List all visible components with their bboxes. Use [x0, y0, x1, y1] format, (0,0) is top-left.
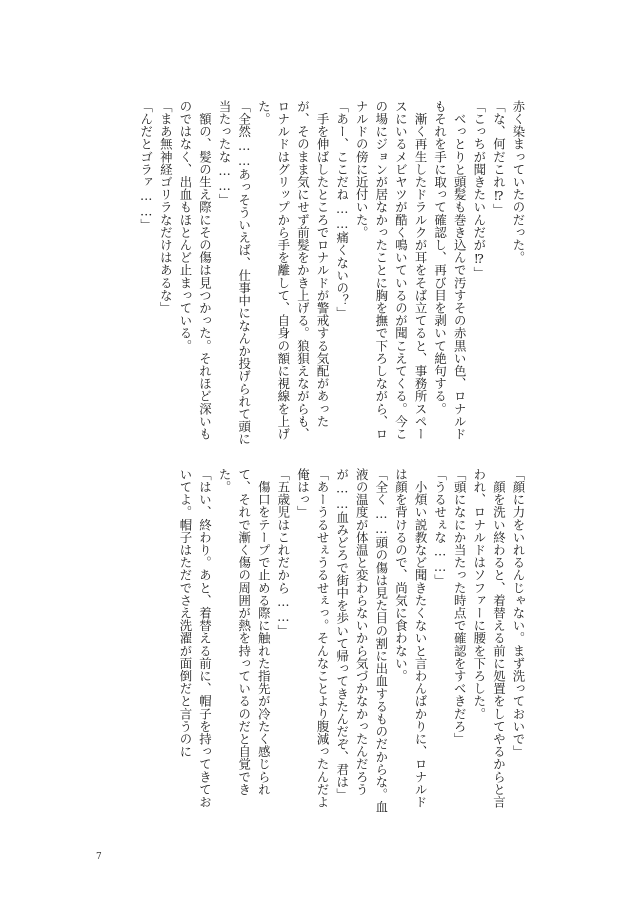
text-line: 「こっちが聞きたいんだが⁉」 — [471, 100, 487, 279]
text-line: 「全く……頭の傷は見た目の割に出血するものだからな。血液の温度が体温と変わらないから気づかなかったんだろうが……血みどろで街中を歩いて帰ってきたんだぞ、君は」 — [334, 468, 389, 814]
text-line: 手を伸ばしたところでロナルドが警戒する気配があったが、そのまま気にせず前髪をかき上げる。狼狽えながらも、ロナルドはグリップから手を離して、自身の額に視線を上げた。 — [256, 100, 331, 441]
text-line: 「全然……あっそういえば、仕事中になんか投げられて頭に当たったな……」 — [217, 100, 252, 446]
text-line: 「な、何だこれ⁉」 — [491, 100, 507, 216]
text-line: 小煩い説教など聞きたくないと言わんばかりに、ロナルドは顔を背けるので、尚気に食わない。 — [393, 468, 429, 809]
text-line: 「まあ無神経ゴリラなだけはあるな」 — [158, 100, 174, 315]
text-line: 「うるせぇな……」 — [432, 468, 448, 587]
page-number: 7 — [96, 852, 102, 862]
text-line: 「五歳児はこれだから……」 — [275, 468, 291, 637]
text-line: べっとりと頭髪も巻き込んで汚すその赤黒い色、ロナルドもそれを手に取って確認し、再び目を剥いて絶句する。 — [432, 100, 468, 441]
text-line: 傷口をテープで止める際に触れた指先が冷たく感じられて、それで漸く傷の周囲が熱を持っているのだと自覚できた。 — [217, 468, 272, 796]
text-line: 漸く再生したドラルクが耳をそば立てると、事務所スペースにいるメビヤツが酷く鳴いているのが聞こえてくる。今この場にジョンが居なかったことに胸を撫で下ろしながら、ロナルドの傍に近付いた。 — [354, 100, 429, 441]
text-line: 「あー、ここだね……痛くないの？」 — [334, 100, 350, 320]
text-line: 「はい、終わり。あと、着替える前に、帽子を持ってきておいてよ。帽子はただでさえ洗濯が面倒だと言うのに — [177, 468, 213, 809]
text-line: 顔を洗い終わると、着替える前に処置をしてやるからと言われ、ロナルドはソファーに腰を下ろした。 — [471, 468, 507, 809]
lower-text-block — [96, 468, 528, 816]
text-line: 「頭になにか当たった時点で確認をすべきだろ」 — [452, 468, 468, 746]
text-line: 額の、髪の生え際にその傷は見つかった。それほど深いものではなく、出血もほとんど止まっている。 — [177, 100, 213, 441]
text-line: 「顔に力をいれるんじゃない。まず洗っておいで」 — [511, 468, 526, 758]
upper-text-block — [96, 100, 528, 448]
text-line: 赤く染まっていたのだった。 — [511, 100, 526, 264]
text-line: 「あーうるせぇうるせぇっ。そんなことより腹減ったんだよ俺はっ」 — [295, 468, 331, 809]
text-line: 「んだとゴラァ……」 — [138, 100, 154, 232]
